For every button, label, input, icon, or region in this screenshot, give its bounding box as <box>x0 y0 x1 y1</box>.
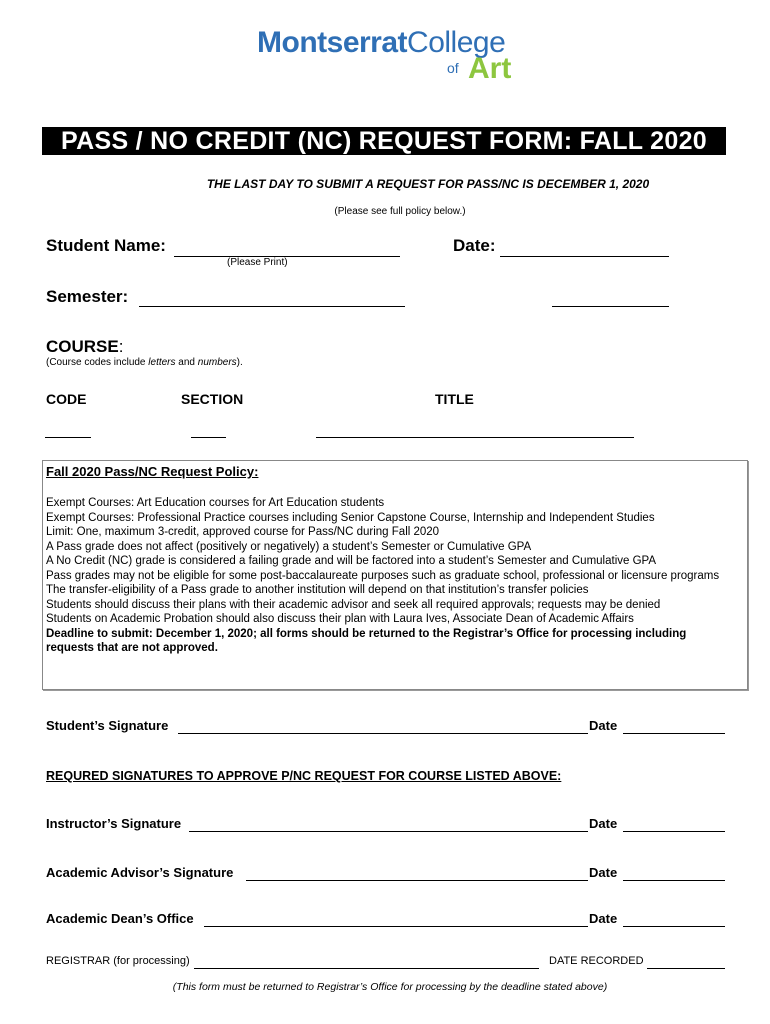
policy-item: Exempt Courses: Professional Practice courses including Senior Capstone Course, Internship and Independent Studies <box>46 511 655 524</box>
policy-deadline: Deadline to submit: December 1, 2020; all forms should be returned to the Registrar’s Office for processing including requests that are not approved. <box>46 627 687 654</box>
course-heading: COURSE: <box>46 337 124 356</box>
dean-signature-field[interactable] <box>204 911 588 927</box>
logo-of: of <box>447 60 459 76</box>
policy-note: (Please see full policy below.) <box>334 206 466 217</box>
student-signature-date-label: Date <box>589 718 618 733</box>
policy-heading: Fall 2020 Pass/NC Request Policy: <box>46 464 259 479</box>
advisor-signature-label: Academic Advisor’s Signature <box>46 865 234 880</box>
policy-item: Students should discuss their plans with their academic advisor and seek all required approvals; requests may be denied <box>46 598 661 611</box>
please-print-note: (Please Print) <box>227 257 288 268</box>
registrar-label: REGISTRAR (for processing) <box>46 955 190 967</box>
logo-montserrat: Montserrat <box>257 26 408 59</box>
deadline-notice: THE LAST DAY TO SUBMIT A REQUEST FOR PASS/NC IS DECEMBER 1, 2020 <box>206 177 650 191</box>
course-codes-note: (Course codes include letters and numbers). <box>46 357 243 368</box>
date-field[interactable] <box>500 240 669 257</box>
required-signatures-heading: REQURED SIGNATURES TO APPROVE P/NC REQUEST FOR COURSE LISTED ABOVE: <box>46 769 562 783</box>
logo-college: College <box>407 26 506 59</box>
footer-note: (This form must be returned to Registrar’s Office for processing by the deadline stated above) <box>172 981 608 993</box>
advisor-date-label: Date <box>589 865 618 880</box>
course-section-field[interactable] <box>191 422 226 438</box>
student-signature-label: Student’s Signature <box>46 718 169 733</box>
student-name-field[interactable] <box>174 240 400 257</box>
section-column-header: SECTION <box>181 391 244 407</box>
dean-signature-label: Academic Dean’s Office <box>46 911 194 926</box>
advisor-signature-field[interactable] <box>246 865 588 881</box>
policy-item: Exempt Courses: Art Education courses for Art Education students <box>46 497 385 509</box>
date-recorded-field[interactable] <box>647 954 725 969</box>
instructor-date-label: Date <box>589 816 618 831</box>
policy-item: The transfer-eligibility of a Pass grade to another institution will depend on that institution’s transfer policies <box>46 584 589 596</box>
course-code-field[interactable] <box>45 422 91 438</box>
advisor-date-field[interactable] <box>623 865 725 881</box>
policy-item: Pass grades may not be eligible for some post-baccalaureate purposes such as graduate school, professional or licensure programs <box>46 569 720 582</box>
semester-label: Semester: <box>46 287 129 306</box>
course-title-field[interactable] <box>316 422 634 438</box>
policy-item: A Pass grade does not affect (positively or negatively) a student’s Semester or Cumulative GPA <box>46 540 532 553</box>
title-column-header: TITLE <box>435 391 474 407</box>
policy-item: Students on Academic Probation should also discuss their plan with Laura Ives, Associate Dean of Academic Affairs <box>46 613 634 625</box>
code-column-header: CODE <box>46 391 87 407</box>
policy-item: Limit: One, maximum 3-credit, approved course for Pass/NC during Fall 2020 <box>46 526 440 538</box>
instructor-signature-label: Instructor’s Signature <box>46 816 182 831</box>
form-title: PASS / NO CREDIT (NC) REQUEST FORM: FALL 2020 <box>42 127 726 155</box>
date-label: Date: <box>453 236 496 255</box>
student-signature-date-field[interactable] <box>623 718 725 734</box>
student-signature-field[interactable] <box>178 718 588 734</box>
policy-item: A No Credit (NC) grade is considered a failing grade and will be factored into a student’s Semester and Cumulative GPA <box>46 555 657 567</box>
dean-date-label: Date <box>589 911 618 926</box>
instructor-signature-field[interactable] <box>189 816 588 832</box>
semester-field[interactable] <box>139 290 405 307</box>
date-recorded-label: DATE RECORDED <box>549 955 644 967</box>
student-name-label: Student Name: <box>46 236 166 255</box>
dean-date-field[interactable] <box>623 911 725 927</box>
registrar-field[interactable] <box>194 954 539 969</box>
instructor-date-field[interactable] <box>623 816 725 832</box>
semester-year-field[interactable] <box>552 290 669 307</box>
policy-list <box>46 496 736 656</box>
logo-art: Art <box>468 52 512 85</box>
